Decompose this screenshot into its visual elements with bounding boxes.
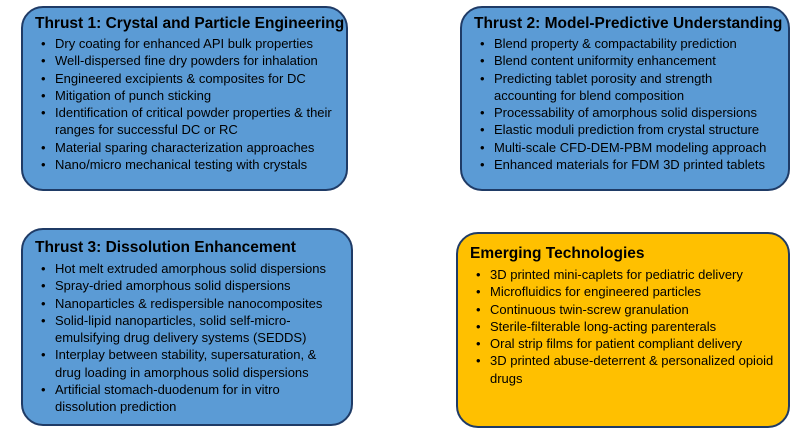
list-item [33, 277, 341, 294]
thrust-3-list [33, 260, 341, 416]
bullet-icon: • [476, 301, 481, 317]
bullet-icon: • [480, 157, 485, 173]
list-item-text: Dry coating for enhanced API bulk properties [55, 36, 313, 51]
bullet-icon: • [41, 105, 46, 121]
list-item-text: Mitigation of punch sticking [55, 87, 212, 103]
bullet-icon: • [476, 267, 481, 282]
bullet-icon: • [476, 318, 481, 334]
list-item [472, 139, 778, 156]
list-item-text: Microfluidics for engineered particles [490, 284, 701, 300]
list-item-text: Elastic moduli prediction from crystal structure [494, 122, 760, 138]
emerging-technologies-box [456, 232, 790, 428]
list-item [33, 104, 336, 139]
list-item [33, 260, 341, 277]
list-item-text: Blend property & compactability prediction [494, 36, 737, 51]
list-item-text: Blend content uniformity enhancement [494, 53, 716, 69]
thrust-2-list [472, 35, 778, 173]
list-item [472, 70, 778, 105]
list-item-text: Multi-scale CFD-DEM-PBM modeling approach [494, 139, 767, 155]
list-item [33, 70, 336, 87]
bullet-icon: • [41, 70, 46, 86]
bullet-icon: • [41, 87, 46, 103]
thrust-2-title: Thrust 2: Model-Predictive Understanding [474, 15, 783, 32]
list-item-text: Solid-lipid nanoparticles, solid self-micro-emulsifying drug delivery systems (SEDDS) [55, 312, 307, 346]
bullet-icon: • [476, 353, 481, 369]
list-item [33, 87, 336, 104]
list-item [472, 156, 778, 173]
list-item [33, 156, 336, 173]
list-item-text: Oral strip films for patient compliant delivery [490, 336, 743, 352]
list-item [472, 121, 778, 138]
bullet-icon: • [480, 53, 485, 69]
list-item-text: Material sparing characterization approaches [55, 139, 315, 155]
thrust-3-box [21, 228, 353, 426]
bullet-icon: • [480, 122, 485, 138]
bullet-icon: • [41, 261, 46, 276]
list-item [33, 346, 341, 381]
list-item-text: Continuous twin-screw granulation [490, 301, 689, 317]
list-item [33, 381, 341, 416]
list-item [468, 335, 778, 352]
list-item-text: Identification of critical powder properties & their ranges for successful DC or RC [55, 105, 332, 138]
bullet-icon: • [41, 36, 46, 51]
list-item [468, 283, 778, 300]
list-item-text: 3D printed mini-caplets for pediatric delivery [490, 267, 743, 282]
bullet-icon: • [41, 312, 46, 328]
bullet-icon: • [41, 53, 46, 69]
list-item-text: Enhanced materials for FDM 3D printed tablets [494, 157, 765, 173]
bullet-icon: • [41, 295, 46, 311]
list-item [472, 35, 778, 52]
thrust-1-box [21, 6, 348, 191]
thrust-1-list [33, 35, 336, 173]
list-item [472, 52, 778, 69]
list-item [468, 318, 778, 335]
bullet-icon: • [41, 157, 46, 173]
list-item-text: Nano/micro mechanical testing with crystals [55, 157, 308, 173]
emerging-technologies-list [468, 266, 778, 387]
list-item [33, 35, 336, 52]
list-item [33, 312, 341, 347]
list-item [472, 104, 778, 121]
thrust-3-title: Thrust 3: Dissolution Enhancement [35, 239, 296, 256]
list-item [33, 295, 341, 312]
bullet-icon: • [41, 278, 46, 294]
list-item [33, 139, 336, 156]
bullet-icon: • [480, 139, 485, 155]
bullet-icon: • [41, 139, 46, 155]
bullet-icon: • [480, 70, 485, 86]
thrust-2-box [460, 6, 790, 191]
list-item-text: Sterile-filterable long-acting parenterals [490, 318, 717, 334]
list-item-text: Engineered excipients & composites for DC [55, 70, 306, 86]
list-item-text: Well-dispersed fine dry powders for inhalation [55, 53, 318, 69]
list-item-text: Processability of amorphous solid dispersions [494, 105, 758, 121]
list-item [468, 352, 778, 387]
list-item-text: Hot melt extruded amorphous solid dispersions [55, 261, 326, 276]
emerging-technologies-title: Emerging Technologies [470, 245, 645, 262]
list-item [33, 52, 336, 69]
list-item-text: Spray-dried amorphous solid dispersions [55, 278, 291, 294]
bullet-icon: • [480, 36, 485, 51]
list-item [468, 301, 778, 318]
bullet-icon: • [41, 347, 46, 363]
list-item [468, 266, 778, 283]
list-item-text: Predicting tablet porosity and strength accounting for blend composition [494, 70, 713, 103]
list-item-text: Nanoparticles & redispersible nanocomposites [55, 295, 323, 311]
bullet-icon: • [476, 336, 481, 352]
bullet-icon: • [41, 382, 46, 398]
list-item-text: Artificial stomach-duodenum for in vitro dissolution prediction [55, 382, 280, 415]
bullet-icon: • [480, 105, 485, 121]
bullet-icon: • [476, 284, 481, 300]
thrust-1-title: Thrust 1: Crystal and Particle Engineering [35, 15, 345, 32]
list-item-text: 3D printed abuse-deterrent & personalized opioid drugs [490, 353, 774, 386]
list-item-text: Interplay between stability, supersaturation, & drug loading in amorphous solid dispersions [55, 347, 317, 380]
